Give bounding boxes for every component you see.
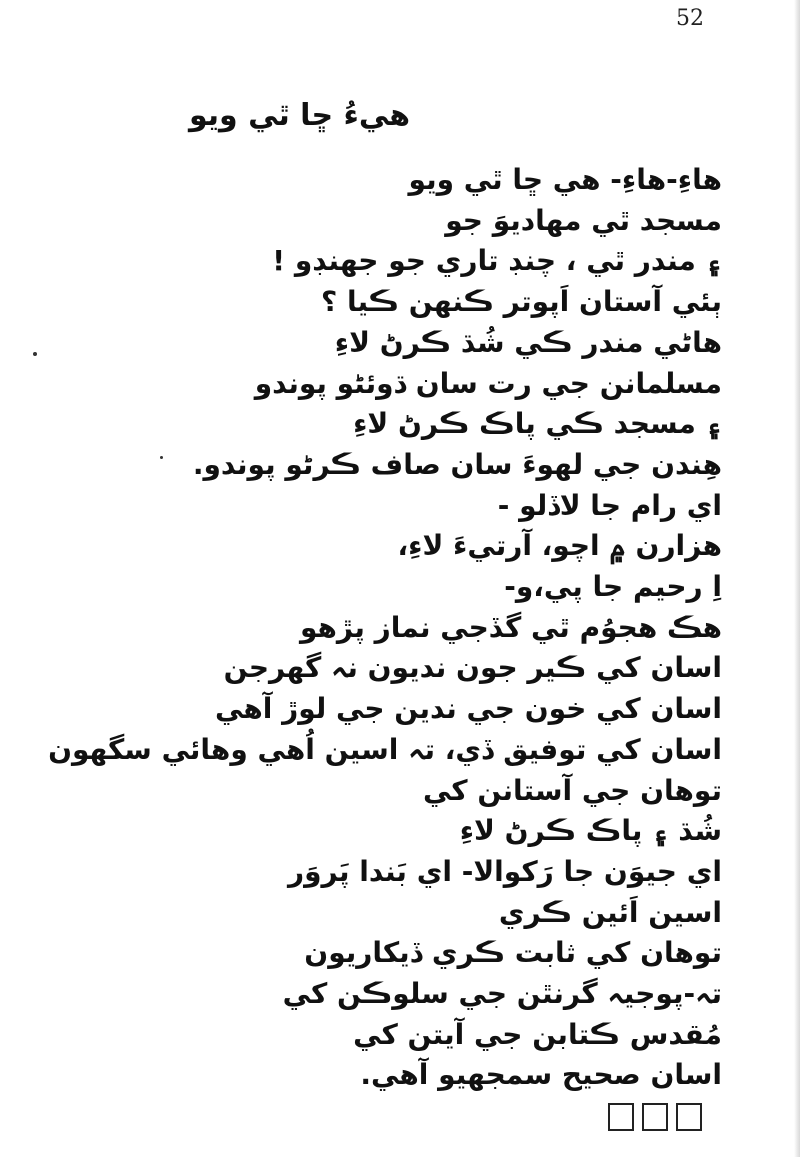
poem-line: اسان کي توفيق ڏي، تہ اسين اُهي وهائي سگهون: [48, 732, 722, 766]
poem-line: تہ-پوجيہ گرنٿن جي سلوڪن کي: [282, 977, 722, 1011]
poem-line: اي رام جا لاڏلو -: [497, 488, 722, 522]
poem-line: اي جيوَن جا رَکوالا- اي بَندا پَروَر: [288, 854, 722, 888]
poem-line: ٻئي آستان اَپوتر ڪنهن ڪيا ؟: [320, 285, 722, 319]
poem-line: توهان جي آستانن کي: [422, 773, 722, 807]
page-edge-shadow: [794, 0, 800, 1157]
poem-line: ۽ مندر ٿي ، چنڊ تاري جو جهنڊو !: [272, 244, 722, 278]
poem-line: ۽ مسجد ڪي پاڪ ڪرڻ لاءِ: [353, 407, 722, 441]
poem-body: [48, 160, 722, 1096]
poem-line: اسين اَئين ڪري: [498, 895, 722, 929]
scan-speck: [160, 456, 163, 459]
page-number: 52: [676, 6, 704, 31]
poem-line: شُڌ ۽ پاڪ ڪرڻ لاءِ: [459, 814, 722, 848]
poem-line: مُقدس ڪتابن جي آيتن کي: [353, 1017, 722, 1051]
poem-line: هاڻي مندر ڪي شُڌ ڪرڻ لاءِ: [334, 325, 722, 359]
end-mark-box: [608, 1103, 634, 1131]
poem-line: اسان کي ڪير جون نديون نہ گهرجن: [223, 651, 722, 685]
poem-line: اِ رحيم جا پي،و-: [504, 570, 722, 604]
end-mark-box: [676, 1103, 702, 1131]
poem-line: اسان کي خون جي ندين جي لوڙ آهي: [215, 692, 722, 726]
scan-speck: [33, 352, 37, 356]
end-mark-box: [642, 1103, 668, 1131]
poem-line: هاءِ-هاءِ- هي ڇا ٿي ويو: [408, 163, 722, 196]
end-marks: [608, 1103, 702, 1131]
poem-line: اسان صحيح سمجهيو آهي.: [360, 1058, 722, 1092]
poem-line: هزارن ۾ اچو، آرتيءَ لاءِ،: [397, 529, 722, 563]
poem-line: مسلمانن جي رت سان ڌوئڻو پوندو: [254, 366, 722, 400]
poem-line: توهان کي ثابت ڪري ڏيکاريون: [304, 936, 722, 970]
poem-line: هِندن جي لهوءَ سان صاف ڪرڻو پوندو.: [192, 447, 722, 481]
poem-line: هڪ هجوُم ٿي گڏجي نماز پڙهو: [299, 610, 722, 644]
poem-line: مسجد ٿي مهاديوَ جو: [445, 203, 722, 237]
poem-title: هيءُ ڇا ٿي ويو: [188, 98, 410, 133]
